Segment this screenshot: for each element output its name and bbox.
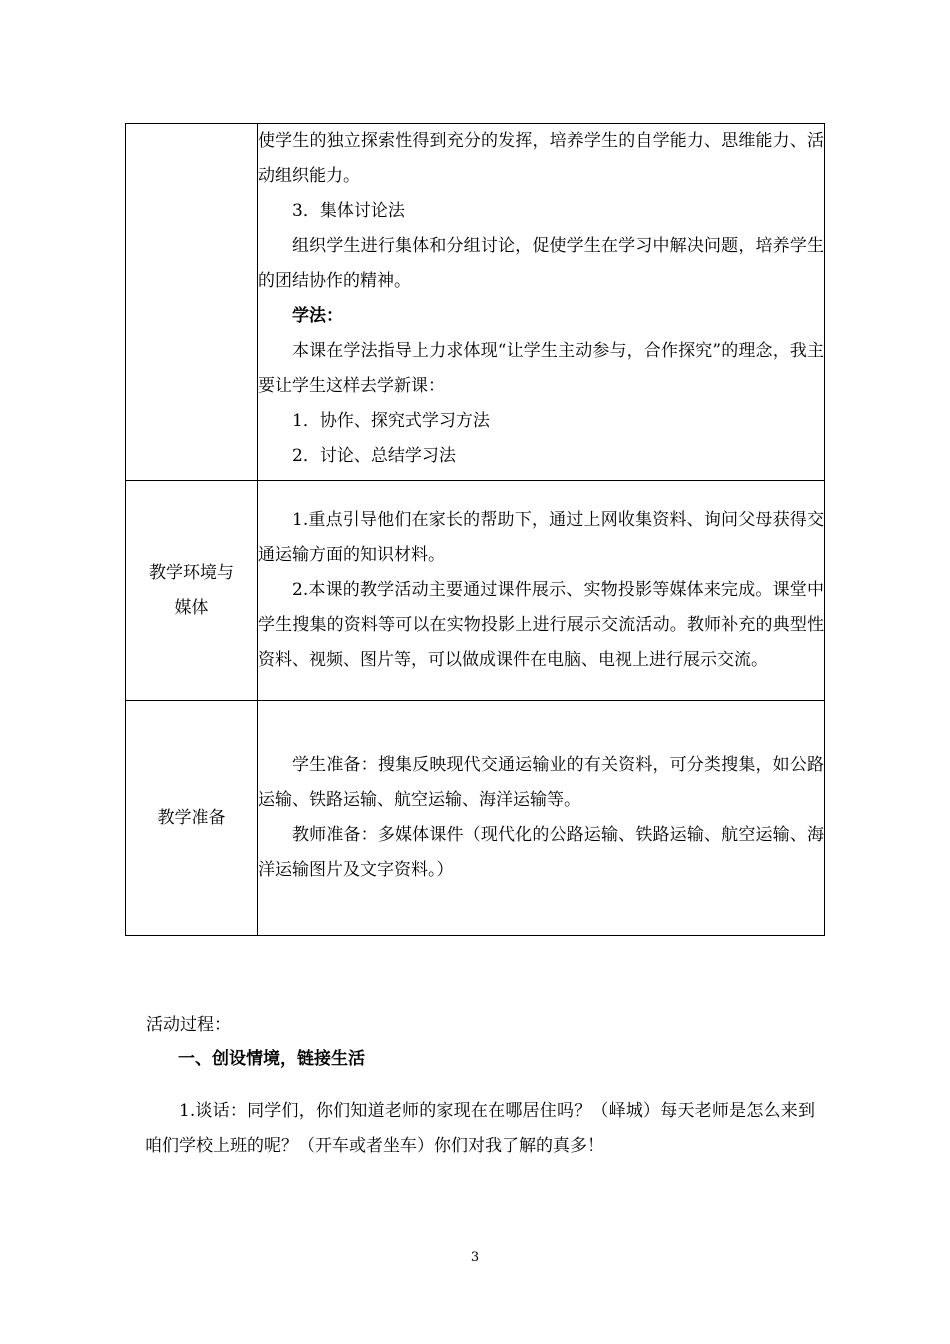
paragraph: 学生准备：搜集反映现代交通运输业的有关资料，可分类搜集，如公路运输、铁路运输、航空运输、海洋运输等。 — [258, 755, 824, 810]
section-label: 活动过程： — [146, 1015, 231, 1035]
paragraph: 1．协作、探究式学习方法 — [292, 411, 490, 431]
paragraph: 3．集体讨论法 — [292, 201, 405, 221]
paragraph: 2．讨论、总结学习法 — [292, 446, 456, 466]
subheading: 学法： — [292, 306, 343, 326]
body-paragraph: 1.谈话：同学们，你们知道老师的家现在在哪居住吗？（峄城）每天老师是怎么来到咱们学校上班的呢？（开车或者坐车）你们对我了解的真多！ — [145, 1101, 815, 1156]
table-row — [126, 481, 825, 701]
section-heading: 一、创设情境，链接生活 — [178, 1049, 365, 1069]
paragraph: 组织学生进行集体和分组讨论，促使学生在学习中解决问题，培养学生的团结协作的精神。 — [258, 236, 824, 291]
lesson-plan-table — [125, 123, 825, 936]
paragraph: 教师准备：多媒体课件（现代化的公路运输、铁路运输、航空运输、海洋运输图片及文字资料。） — [258, 825, 824, 880]
row-content — [258, 481, 825, 701]
table-row — [126, 124, 825, 481]
paragraph: 1.重点引导他们在家长的帮助下，通过上网收集资料、询问父母获得交通运输方面的知识材料。 — [258, 510, 824, 565]
page-number: 3 — [470, 1250, 480, 1265]
row-label — [126, 481, 258, 701]
row-content — [258, 701, 825, 936]
row-content — [258, 124, 825, 481]
paragraph: 2.本课的教学活动主要通过课件展示、实物投影等媒体来完成。课堂中学生搜集的资料等可以在实物投影上进行展示交流活动。教师补充的典型性资料、视频、图片等，可以做成课件在电脑、电视上进行展示交流。 — [258, 580, 824, 670]
paragraph: 使学生的独立探索性得到充分的发挥，培养学生的自学能力、思维能力、活动组织能力。 — [258, 131, 824, 186]
paragraph: 本课在学法指导上力求体现“让学生主动参与，合作探究”的理念，我主要让学生这样去学新课： — [258, 341, 824, 396]
row-label: 教学准备 — [126, 701, 258, 936]
row-label — [126, 124, 258, 481]
table-row — [126, 701, 825, 936]
row-label-text: 教学环境与媒体 — [149, 562, 234, 618]
